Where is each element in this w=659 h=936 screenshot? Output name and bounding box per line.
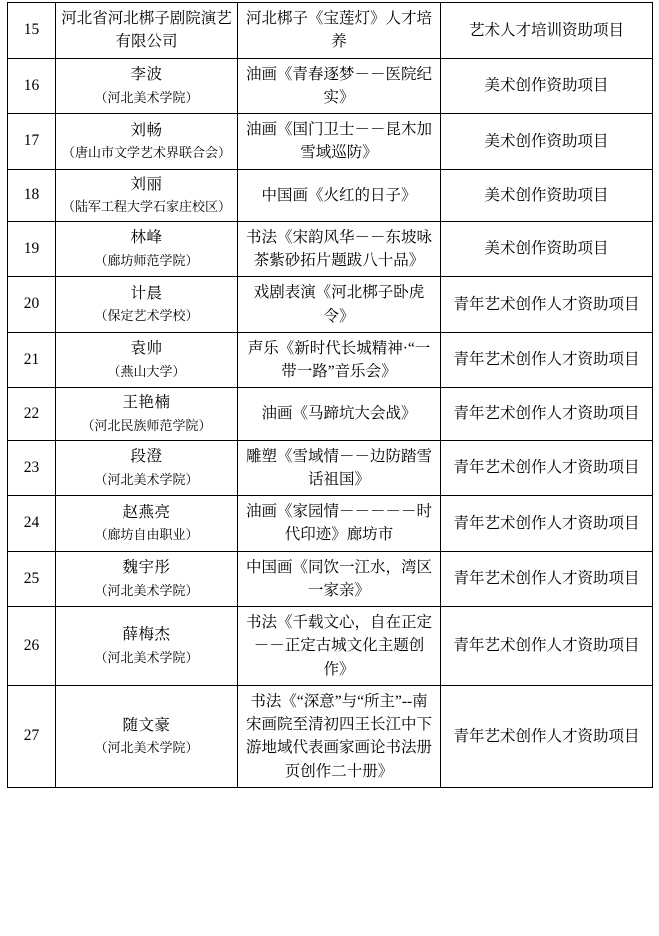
row-category: 美术创作资助项目: [441, 58, 653, 114]
row-work: 雕塑《雪域情－－边防踏雪话祖国》: [238, 440, 441, 496]
row-work: 油画《家园情－－－－－时代印迹》廊坊市: [238, 496, 441, 552]
row-number: 15: [8, 3, 56, 59]
person-name: 王艳楠: [122, 394, 171, 412]
table-row: [8, 440, 653, 496]
row-work: 河北梆子《宝莲灯》人才培养: [238, 3, 441, 59]
table-row: [8, 685, 653, 787]
row-work: 油画《国门卫士－－昆木加雪域巡防》: [238, 114, 441, 170]
row-name-org: [56, 58, 238, 114]
table-row: [8, 221, 653, 277]
row-category: 美术创作资助项目: [441, 169, 653, 221]
row-category: 青年艺术创作人才资助项目: [441, 685, 653, 787]
row-name-org: [56, 3, 238, 59]
person-name: 林峰: [130, 229, 163, 247]
row-work: 声乐《新时代长城精神·“一带一路”音乐会》: [238, 332, 441, 388]
row-category: 青年艺术创作人才资助项目: [441, 607, 653, 686]
row-number: 22: [8, 388, 56, 440]
row-category: 美术创作资助项目: [441, 114, 653, 170]
person-name: 段澄: [130, 448, 163, 466]
row-name-org: [56, 496, 238, 552]
row-work: 书法《“深意”与“所主”--南宋画院至清初四王长江中下游地域代表画家画论书法册页创作二十册》: [238, 685, 441, 787]
row-number: 24: [8, 496, 56, 552]
person-name: 赵燕亮: [122, 503, 171, 521]
person-name: 袁帅: [130, 340, 163, 358]
row-number: 27: [8, 685, 56, 787]
row-name-org: [56, 114, 238, 170]
table-row: [8, 332, 653, 388]
row-number: 20: [8, 277, 56, 333]
person-organization: （河北美术学院）: [94, 89, 199, 105]
table-row: [8, 607, 653, 686]
row-number: 21: [8, 332, 56, 388]
row-category: 美术创作资助项目: [441, 221, 653, 277]
table-row: [8, 551, 653, 607]
table-row: [8, 3, 653, 59]
row-work: 中国画《同饮一江水，湾区一家亲》: [238, 551, 441, 607]
row-number: 25: [8, 551, 56, 607]
document-page: [0, 2, 659, 936]
table-row: [8, 169, 653, 221]
organization-name: 河北省河北梆子剧院演艺有限公司: [61, 10, 232, 51]
row-work: 油画《马蹄坑大会战》: [238, 388, 441, 440]
row-number: 19: [8, 221, 56, 277]
row-number: 17: [8, 114, 56, 170]
row-name-org: [56, 332, 238, 388]
person-organization: （燕山大学）: [107, 363, 186, 379]
person-organization: （保定艺术学校）: [94, 308, 199, 324]
person-name: 李波: [130, 66, 163, 84]
row-category: 艺术人才培训资助项目: [441, 3, 653, 59]
person-organization: （唐山市文学艺术界联合会）: [61, 145, 231, 161]
table-row: [8, 388, 653, 440]
row-work: 戏剧表演《河北梆子卧虎令》: [238, 277, 441, 333]
row-category: 青年艺术创作人才资助项目: [441, 332, 653, 388]
row-name-org: [56, 388, 238, 440]
person-name: 刘丽: [130, 175, 163, 193]
table-row: [8, 114, 653, 170]
row-name-org: [56, 685, 238, 787]
row-number: 18: [8, 169, 56, 221]
person-name: 计晨: [130, 284, 163, 302]
table-row: [8, 496, 653, 552]
row-work: 中国画《火红的日子》: [238, 169, 441, 221]
person-organization: （河北美术学院）: [94, 582, 199, 598]
table-row: [8, 58, 653, 114]
person-organization: （河北美术学院）: [94, 740, 199, 756]
row-name-org: [56, 440, 238, 496]
row-name-org: [56, 221, 238, 277]
row-number: 16: [8, 58, 56, 114]
table-row: [8, 277, 653, 333]
row-category: 青年艺术创作人才资助项目: [441, 388, 653, 440]
person-name: 魏宇彤: [122, 559, 171, 577]
row-work: 油画《青春逐梦－－医院纪实》: [238, 58, 441, 114]
person-organization: （陆军工程大学石家庄校区）: [61, 198, 231, 214]
person-organization: （廊坊师范学院）: [94, 252, 199, 268]
row-work: 书法《千载文心，自在正定－－正定古城文化主题创作》: [238, 607, 441, 686]
person-name: 薛梅杰: [122, 626, 171, 644]
grant-projects-table: [7, 2, 653, 788]
row-name-org: [56, 551, 238, 607]
row-category: 青年艺术创作人才资助项目: [441, 551, 653, 607]
row-name-org: [56, 277, 238, 333]
row-number: 23: [8, 440, 56, 496]
row-category: 青年艺术创作人才资助项目: [441, 277, 653, 333]
row-number: 26: [8, 607, 56, 686]
row-category: 青年艺术创作人才资助项目: [441, 440, 653, 496]
person-name: 刘畅: [130, 121, 163, 139]
person-organization: （河北美术学院）: [94, 471, 199, 487]
row-category: 青年艺术创作人才资助项目: [441, 496, 653, 552]
person-name: 随文豪: [122, 716, 171, 734]
person-organization: （河北美术学院）: [94, 649, 199, 665]
person-organization: （廊坊自由职业）: [94, 527, 199, 543]
row-work: 书法《宋韵风华－－东坡咏茶紫砂拓片题跋八十品》: [238, 221, 441, 277]
person-organization: （河北民族师范学院）: [81, 417, 212, 433]
row-name-org: [56, 607, 238, 686]
row-name-org: [56, 169, 238, 221]
